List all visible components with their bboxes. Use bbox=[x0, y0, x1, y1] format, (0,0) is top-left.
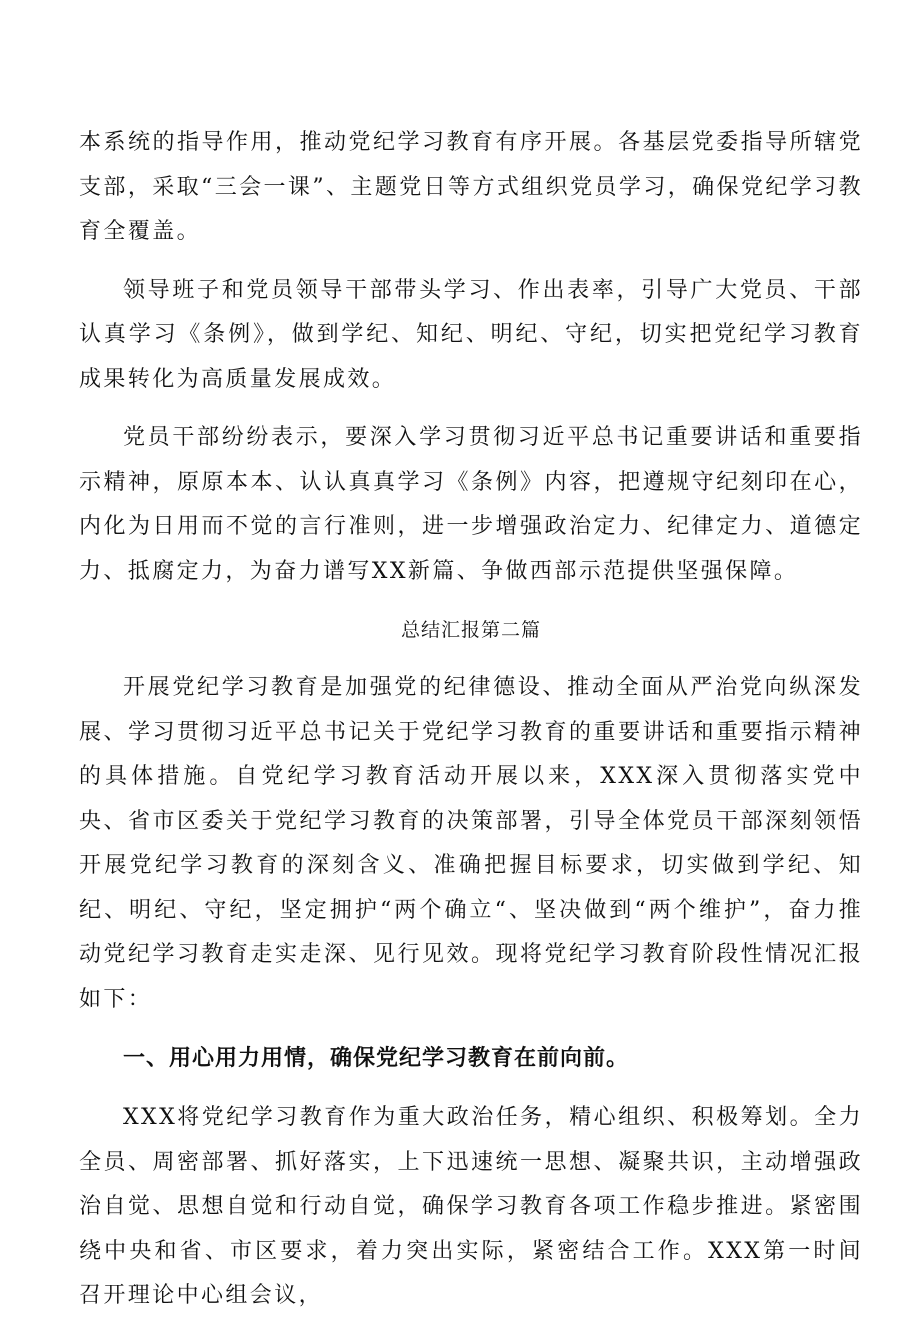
paragraph-introduction: 开展党纪学习教育是加强党的纪律德设、推动全面从严治党向纵深发展、学习贯彻习近平总书记关于党纪学习教育的重要讲话和重要指示精神的具体措施。自党纪学习教育活动开展以来，XXX深入贯彻落实党中央、省市区委关于党纪学习教育的决策部署，引导全体党员干部深刻领悟开展党纪学习教育的深刻含义、准确把握目标要求，切实做到学纪、知纪、明纪、守纪，坚定拥护“两个确立“、坚决做到“两个维护”，奋力推动党纪学习教育走实走深、见行见效。现将党纪学习教育阶段性情况汇报如下： bbox=[79, 675, 863, 1012]
paragraph-member-statements: 党员干部纷纷表示，要深入学习贯彻习近平总书记重要讲话和重要指示精神，原原本本、认认真真学习《条例》内容，把遵规守纪刻印在心，内化为日用而不觉的言行准则，进一步增强政治定力、纪律定力、道德定力、抵腐定力，为奋力谱写XX新篇、争做西部示范提供坚强保障。 bbox=[79, 425, 863, 584]
paragraph-gap bbox=[79, 652, 863, 666]
paragraph-leadership-study: 领导班子和党员领导干部带头学习、作出表率，引导广大党员、干部认真学习《条例》，做到学纪、知纪、明纪、守纪，切实把党纪学习教育成果转化为高质量发展成效。 bbox=[79, 277, 863, 392]
section-heading-1: 一、用心用力用情，确保党纪学习教育在前向前。 bbox=[123, 1046, 630, 1071]
section-title: 总结汇报第二篇 bbox=[400, 619, 541, 641]
paragraph-gap bbox=[79, 1082, 863, 1096]
paragraph-gap bbox=[79, 402, 863, 416]
paragraph-gap bbox=[79, 1022, 863, 1036]
paragraph-continued: 本系统的指导作用，推动党纪学习教育有序开展。各基层党委指导所辖党支部，采取“三会一课”、主题党日等方式组织党员学习，确保党纪学习教育全覆盖。 bbox=[79, 130, 863, 244]
document-body bbox=[79, 121, 863, 1319]
paragraph-gap bbox=[79, 255, 863, 269]
paragraph-work-deployment: XXX将党纪学习教育作为重大政治任务，精心组织、积极筹划。全力全员、周密部署、抓好落实，上下迅速统一思想、凝聚共识，主动增强政治自觉、思想自觉和行动自觉，确保学习教育各项工作稳步推进。紧密围绕中央和省、市区要求，着力突出实际，紧密结合工作。XXX第一时间召开理论中心组会议， bbox=[79, 1105, 863, 1308]
paragraph-gap bbox=[79, 594, 863, 608]
